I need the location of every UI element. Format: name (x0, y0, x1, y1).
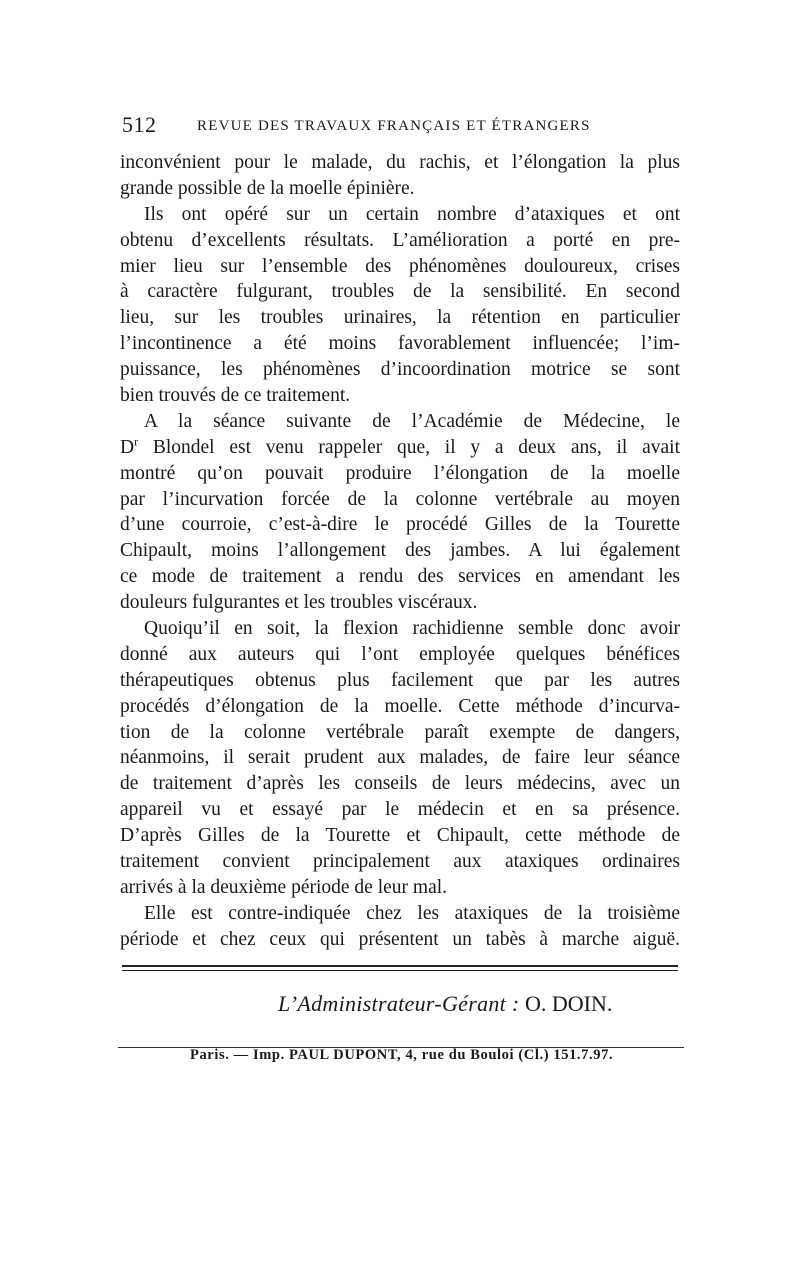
text-line: thérapeutiques obtenus plus facilement que par les autres (120, 669, 680, 691)
text-line: appareil vu et essayé par le médecin et en sa présence. (120, 799, 680, 821)
text-line: Chipault, moins l’allongement des jambes. A lui également (120, 540, 680, 562)
text-line: procédés d’élongation de la moelle. Cette méthode d’incurva- (120, 695, 680, 717)
text-line: donné aux auteurs qui l’ont employée quelques bénéfices (120, 643, 680, 665)
text-line: traitement convient principalement aux ataxiques ordinaires (120, 851, 680, 873)
end-rule-thin (122, 970, 678, 971)
text-line: A la séance suivante de l’Académie de Médecine, le (144, 410, 680, 432)
text-line: l’incontinence a été moins favorablement influencée; l’im- (120, 333, 680, 355)
text-line: puissance, les phénomènes d’incoordination motrice se sont (120, 359, 680, 381)
text-line: de traitement d’après les conseils de leurs médecins, avec un (120, 773, 680, 795)
text-line: obtenu d’excellents résultats. L’amélioration a porté en pre- (120, 229, 680, 251)
signature (278, 991, 612, 1017)
text-line: lieu, sur les troubles urinaires, la rétention en particulier (120, 307, 680, 329)
text-line: d’une courroie, c’est-à-dire le procédé Gilles de la Tourette (120, 514, 680, 536)
text-line-doctor (120, 435, 680, 461)
signature-name: O. DOIN. (525, 991, 613, 1016)
text-line: par l’incurvation forcée de la colonne vertébrale au moyen (120, 488, 680, 510)
text-line: tion de la colonne vertébrale paraît exempte de dangers, (120, 721, 680, 743)
text-line: ce mode de traitement a rendu des services en amendant les (120, 566, 680, 588)
text-line-rest: Blondel est venu rappeler que, il y a deux ans, il avait (152, 436, 680, 458)
text-line: D’après Gilles de la Tourette et Chipault, cette méthode de (120, 825, 680, 847)
doctor-abbrev-sup: r (134, 434, 139, 449)
end-rule-thick (122, 965, 678, 967)
text-line: montré qu’on pouvait produire l’élongation de la moelle (120, 462, 680, 484)
text-line: Ils ont opéré sur un certain nombre d’ataxiques et ont (144, 203, 680, 225)
text-line: inconvénient pour le malade, du rachis, et l’élongation la plus (120, 152, 680, 173)
text-line: arrivés à la deuxième période de leur mal. (120, 876, 448, 898)
text-line: Elle est contre-indiquée chez les ataxiques de la troisième (144, 902, 680, 924)
page-number: 512 (122, 112, 157, 137)
running-head: REVUE DES TRAVAUX FRANÇAIS ET ÉTRANGERS (197, 118, 591, 134)
text-line: néanmoins, il serait prudent aux malades, de faire leur séance (120, 747, 680, 769)
text-line: Quoiqu’il en soit, la flexion rachidienne semble donc avoir (144, 618, 680, 640)
body-text (120, 150, 680, 953)
text-line: douleurs fulgurantes et les troubles viscéraux. (120, 592, 478, 614)
doctor-abbrev: D (120, 436, 135, 458)
printer-imprint: Paris. — Imp. PAUL DUPONT, 4, rue du Bouloi (Cl.) 151.7.97. (190, 1047, 614, 1063)
text-line: période et chez ceux qui présentent un tabès à marche aiguë. (120, 928, 680, 950)
text-line: à caractère fulgurant, troubles de la sensibilité. En second (120, 281, 680, 303)
text-line: mier lieu sur l’ensemble des phénomènes douloureux, crises (120, 255, 680, 277)
signature-role: L’Administrateur-Gérant : (278, 991, 520, 1016)
text-line: bien trouvés de ce traitement. (120, 385, 351, 407)
text-line: grande possible de la moelle épinière. (120, 177, 415, 199)
